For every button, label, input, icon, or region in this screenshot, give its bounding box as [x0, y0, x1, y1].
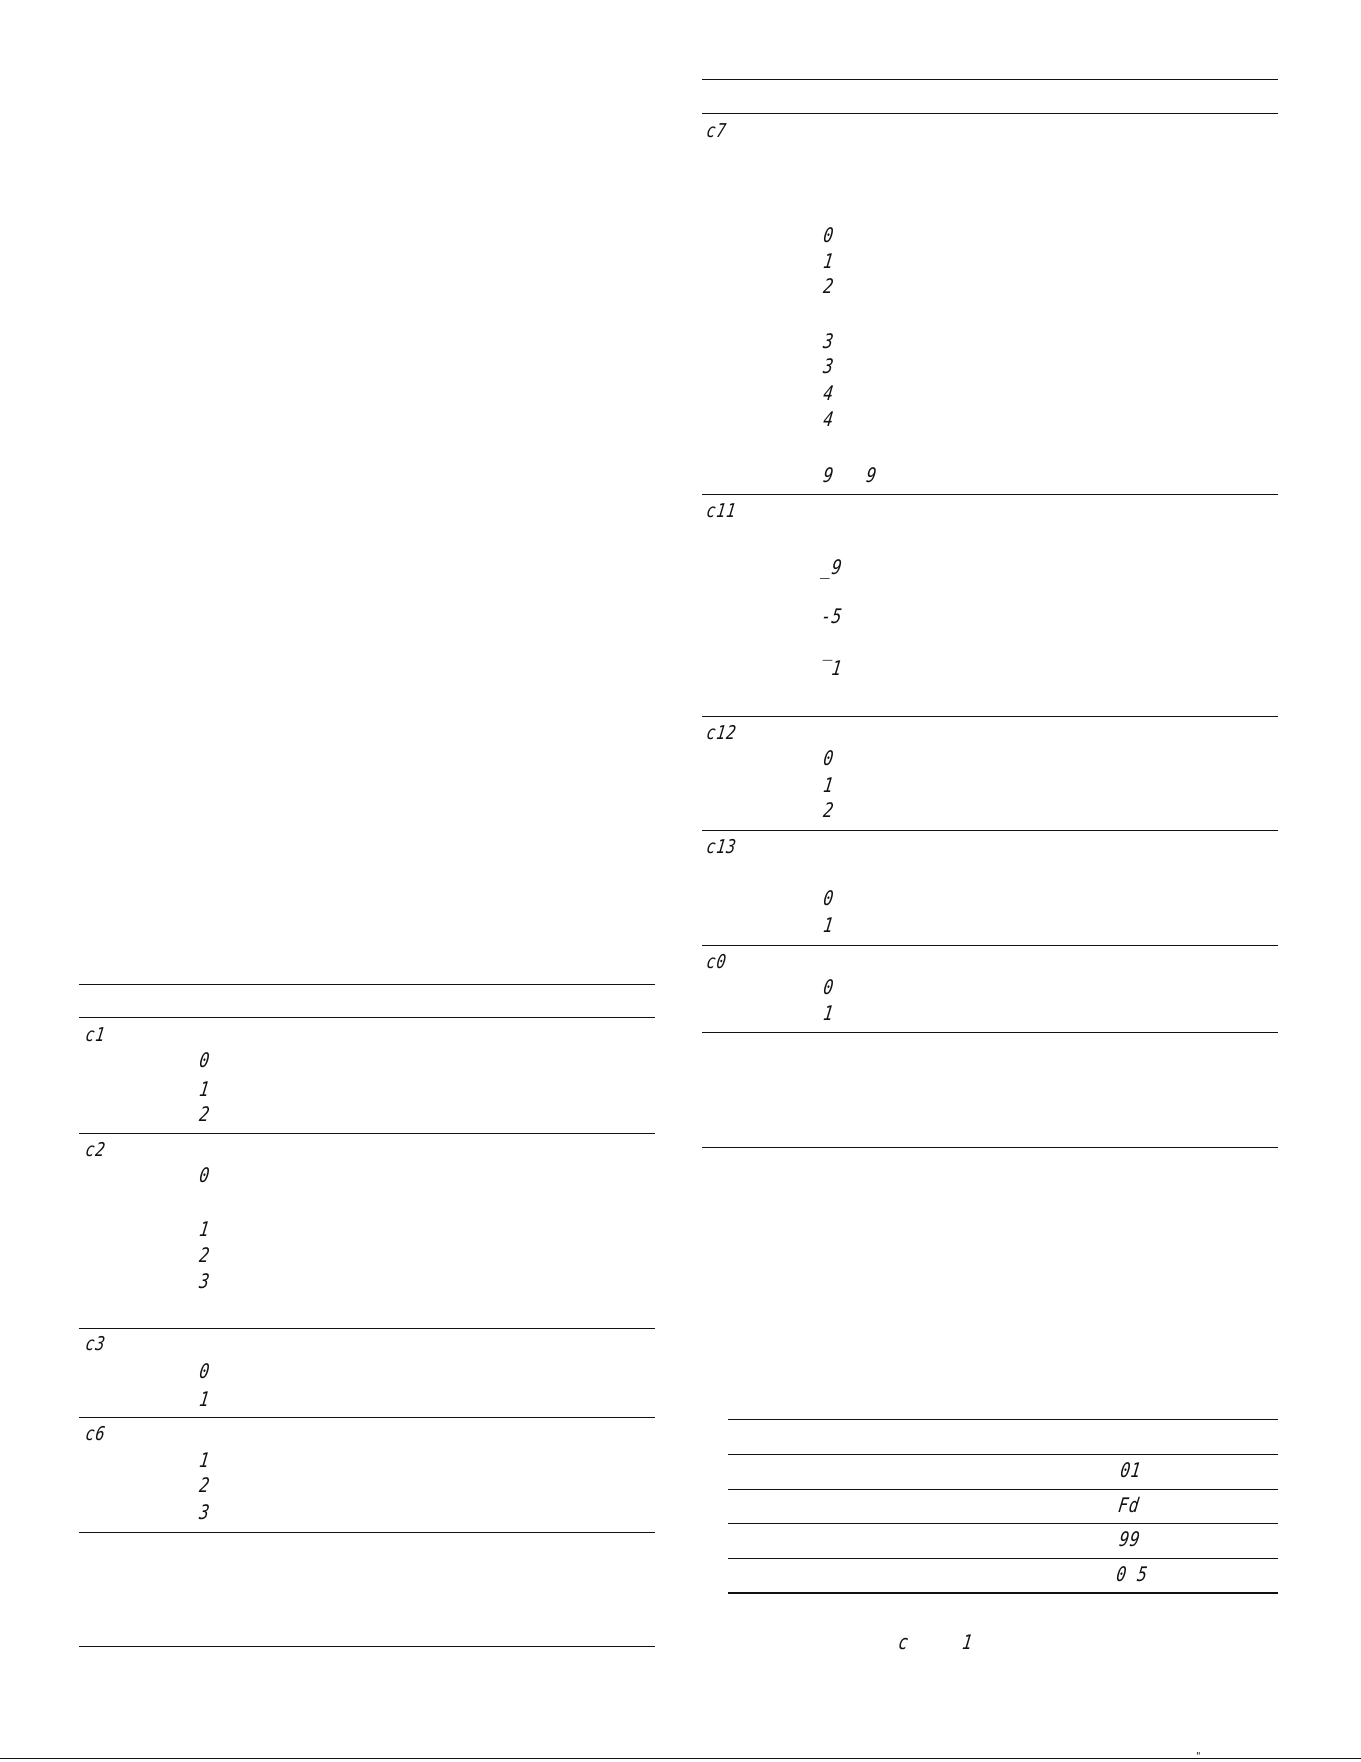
table-rule [702, 1147, 1278, 1148]
setting-value: 3 [821, 354, 836, 378]
table-rule [79, 1646, 655, 1647]
setting-code: c0 [705, 951, 729, 973]
setting-value: 0 [821, 223, 836, 247]
setting-value: 2 [821, 274, 836, 298]
setting-code: c7 [705, 120, 729, 142]
setting-value: 1 [821, 773, 836, 797]
table-rule [79, 1417, 655, 1418]
setting-value: 1 [821, 1001, 836, 1025]
setting-value: 9 [864, 463, 879, 487]
footer-one-symbol: 1 [960, 1630, 975, 1654]
display-code: Fd [1116, 1493, 1142, 1517]
setting-value: -5 [819, 604, 845, 628]
setting-value: ‾1 [819, 656, 845, 680]
setting-code: c6 [84, 1423, 108, 1445]
table-rule [728, 1489, 1278, 1490]
setting-value: 1 [197, 1077, 212, 1101]
setting-value: 0 [821, 975, 836, 999]
setting-value: 3 [197, 1269, 212, 1293]
table-rule [79, 1017, 655, 1018]
table-rule [728, 1419, 1278, 1420]
display-code: 01 [1118, 1458, 1144, 1482]
table-rule [702, 830, 1278, 831]
setting-value: 0 [197, 1359, 212, 1383]
setting-value: 0 [197, 1163, 212, 1187]
setting-value: 0 [197, 1048, 212, 1072]
setting-value: 2 [821, 798, 836, 822]
setting-value: 2 [197, 1243, 212, 1267]
table-rule [702, 945, 1278, 946]
table-rule [702, 79, 1278, 80]
setting-code: c1 [84, 1024, 108, 1046]
table-rule [702, 716, 1278, 717]
setting-code: c2 [84, 1139, 108, 1161]
setting-value: 3 [197, 1500, 212, 1524]
display-code: 99 [1117, 1527, 1143, 1551]
setting-value: 2 [197, 1102, 212, 1126]
table-rule [728, 1558, 1278, 1559]
table-rule [728, 1592, 1278, 1594]
setting-value: 1 [197, 1217, 212, 1241]
page-mark: " [1196, 1751, 1201, 1762]
setting-value: 1 [197, 1387, 212, 1411]
setting-value: 1 [821, 249, 836, 273]
table-rule [79, 1532, 655, 1533]
table-rule [79, 984, 655, 985]
setting-value: 4 [821, 407, 836, 431]
setting-value: 1 [821, 913, 836, 937]
table-rule [728, 1523, 1278, 1524]
setting-value: 1 [197, 1448, 212, 1472]
table-rule [79, 1328, 655, 1329]
setting-value: 9 [821, 463, 836, 487]
table-rule [702, 1032, 1278, 1033]
setting-code: c13 [705, 836, 739, 858]
display-code: 0 5 [1114, 1562, 1150, 1586]
table-rule [702, 113, 1278, 114]
setting-code: c12 [705, 722, 739, 744]
setting-value: 0 [821, 886, 836, 910]
setting-value: 0 [821, 746, 836, 770]
setting-value: 2 [197, 1473, 212, 1497]
setting-value: 4 [821, 381, 836, 405]
setting-value: _9 [819, 555, 845, 579]
setting-code: c11 [705, 500, 739, 522]
footer-c-symbol: c [896, 1630, 911, 1654]
table-rule [728, 1454, 1278, 1455]
table-rule [79, 1133, 655, 1134]
page-bottom-rule [0, 1758, 1361, 1759]
table-rule [702, 494, 1278, 495]
setting-value: 3 [821, 329, 836, 353]
setting-code: c3 [84, 1333, 108, 1355]
